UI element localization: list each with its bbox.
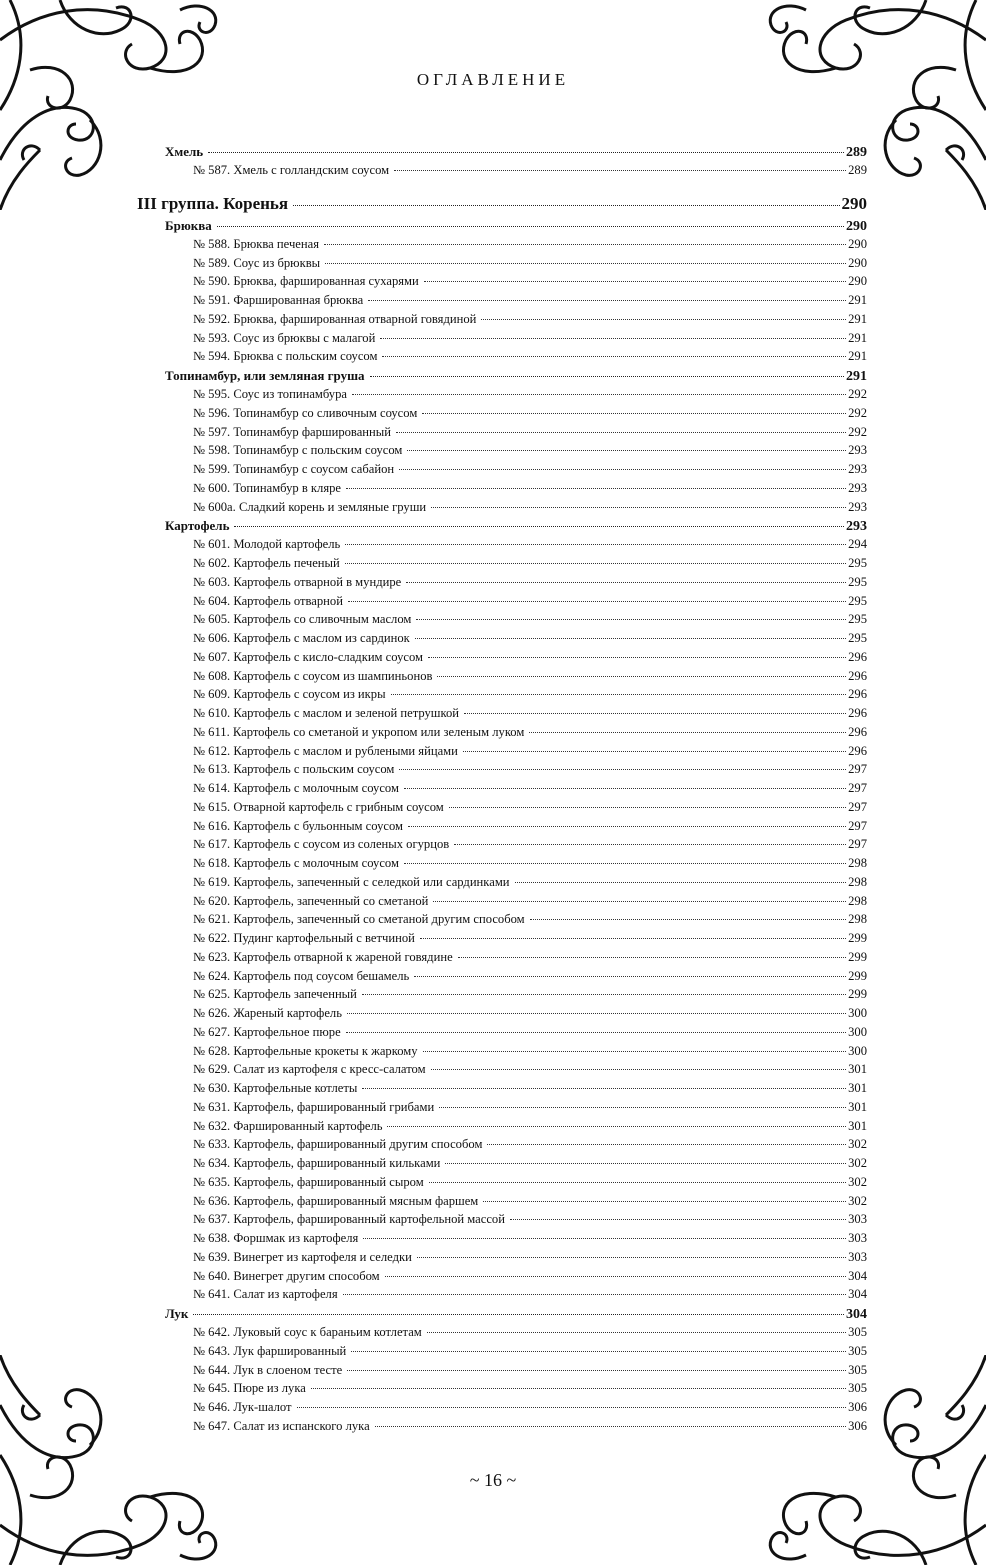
toc-subsection: [137, 142, 867, 161]
toc-entry-page: 291: [848, 293, 867, 307]
toc-entry-page: 300: [848, 1043, 867, 1058]
toc-entry: [137, 967, 867, 986]
dot-leader: [431, 1069, 847, 1070]
toc-entry-title: № 619. Картофель, запеченный с селедкой или сардинками: [193, 874, 510, 889]
toc-entry-title: № 599. Топинамбур с соусом сабайон: [193, 462, 395, 476]
toc-entry: [137, 1098, 867, 1117]
dot-leader: [347, 1370, 846, 1371]
dot-leader: [399, 769, 846, 770]
dot-leader: [445, 1163, 846, 1164]
toc-entry-title: № 600. Топинамбур в кляре: [193, 480, 342, 495]
toc-entry-title: № 631. Картофель, фаршированный грибами: [193, 1099, 435, 1114]
toc-entry-title: № 644. Лук в слоеном тесте: [193, 1362, 343, 1377]
toc-entry-title: № 597. Топинамбур фаршированный: [193, 424, 391, 439]
toc-entry-page: 292: [848, 405, 867, 420]
toc-entry: [137, 592, 867, 611]
toc-entry-page: 295: [848, 556, 867, 570]
toc-entry-page: 295: [848, 612, 867, 627]
dot-leader: [345, 544, 846, 545]
toc-entry-title: Картофель: [165, 518, 230, 534]
toc-entry: [137, 742, 867, 761]
toc-entry: [137, 1173, 867, 1192]
toc-entry-title: № 626. Жареный картофель: [193, 1006, 342, 1020]
toc-entry-page: 303: [848, 1249, 867, 1264]
toc-entry-page: 296: [848, 706, 867, 720]
toc-entry-title: III группа. Коренья: [137, 193, 289, 213]
toc-entry-title: № 636. Картофель, фаршированный мясным фаршем: [193, 1193, 479, 1208]
toc-entry-title: № 623. Картофель отварной к жареной говядине: [193, 949, 453, 964]
dot-leader: [394, 170, 846, 171]
toc-entry: [137, 573, 867, 592]
toc-entry-title: № 601. Молодой картофель: [193, 537, 341, 552]
dot-leader: [348, 601, 846, 602]
toc-entry: [137, 704, 867, 723]
toc-entry-page: 299: [848, 968, 867, 983]
dot-leader: [362, 1088, 846, 1089]
toc-entry-page: 304: [846, 1307, 867, 1322]
dot-leader: [481, 319, 846, 320]
toc-entry: [137, 629, 867, 648]
dot-leader: [433, 901, 846, 902]
toc-entry-title: № 621. Картофель, запеченный со сметаной другим способом: [193, 912, 525, 927]
toc-entry-title: № 624. Картофель под соусом бешамель: [193, 968, 410, 983]
dot-leader: [391, 694, 847, 695]
toc-entry-title: № 633. Картофель, фаршированный другим способом: [193, 1137, 483, 1152]
toc-entry-title: Хмель: [165, 144, 204, 159]
toc-entry: [137, 272, 867, 291]
toc-entry-title: № 618. Картофель с молочным соусом: [193, 856, 399, 870]
toc-entry-page: 291: [848, 330, 867, 345]
toc-entry: [137, 1248, 867, 1267]
dot-leader: [407, 450, 846, 451]
dot-leader: [399, 469, 846, 470]
toc-entry-title: № 607. Картофель с кисло-сладким соусом: [193, 649, 423, 664]
dot-leader: [362, 994, 846, 995]
dot-leader: [416, 619, 846, 620]
toc-entry-page: 295: [848, 631, 867, 645]
toc-entry-title: № 590. Брюква, фаршированная сухарями: [193, 274, 419, 289]
toc-entry: [137, 498, 867, 517]
toc-entry-page: 300: [848, 1024, 867, 1039]
toc-entry-page: 297: [848, 762, 867, 777]
toc-entry-title: № 627. Картофельное пюре: [193, 1024, 341, 1039]
toc-entry-title: Топинамбур, или земляная груша: [165, 368, 365, 383]
toc-entry-title: № 643. Лук фаршированный: [193, 1343, 347, 1358]
toc-entry-title: № 637. Картофель, фаршированный картофельной массой: [193, 1212, 505, 1227]
toc-entry: [137, 873, 867, 892]
toc-entry-page: 301: [848, 1062, 867, 1077]
dot-leader: [415, 638, 846, 639]
dot-leader: [387, 1126, 846, 1127]
toc-entry: [137, 1398, 867, 1417]
toc-entry: [137, 291, 867, 310]
toc-entry-page: 305: [848, 1343, 867, 1358]
toc-entry-page: 290: [848, 274, 867, 289]
toc-entry: [137, 723, 867, 742]
dot-leader: [368, 300, 846, 301]
toc-entry-page: 290: [846, 218, 867, 234]
section-gap: [137, 180, 867, 192]
toc-entry-title: № 638. Форшмак из картофеля: [193, 1231, 359, 1245]
dot-leader: [380, 338, 846, 339]
dot-leader: [510, 1219, 846, 1220]
table-of-contents: [137, 142, 867, 1436]
dot-leader: [352, 394, 846, 395]
toc-entry-page: 293: [848, 499, 867, 514]
toc-entry-title: № 639. Винегрет из картофеля и селедки: [193, 1249, 412, 1264]
toc-entry-page: 296: [848, 649, 867, 664]
toc-entry-page: 289: [846, 145, 867, 160]
toc-entry-title: № 620. Картофель, запеченный со сметаной: [193, 893, 429, 908]
toc-entry: [137, 760, 867, 779]
toc-entry-title: № 605. Картофель со сливочным маслом: [193, 612, 412, 627]
toc-entry: [137, 1004, 867, 1023]
toc-entry: [137, 910, 867, 929]
toc-entry-page: 301: [848, 1118, 867, 1133]
toc-entry: [137, 948, 867, 967]
dot-leader: [343, 1294, 846, 1295]
dot-leader: [423, 1051, 847, 1052]
toc-entry-page: 304: [848, 1268, 867, 1283]
toc-entry-title: № 640. Винегрет другим способом: [193, 1268, 380, 1283]
toc-entry: [137, 1285, 867, 1304]
toc-entry-page: 291: [846, 369, 867, 384]
toc-entry: [137, 817, 867, 836]
toc-entry: [137, 385, 867, 404]
toc-entry: [137, 648, 867, 667]
toc-entry: [137, 610, 867, 629]
toc-entry-title: № 629. Салат из картофеля с кресс-салатом: [193, 1062, 426, 1077]
toc-entry-page: 289: [848, 163, 867, 177]
toc-entry-page: 296: [848, 724, 867, 739]
toc-entry: [137, 441, 867, 460]
toc-entry: [137, 779, 867, 798]
toc-entry: [137, 535, 867, 554]
toc-entry: [137, 1117, 867, 1136]
toc-entry-page: 298: [848, 856, 867, 870]
dot-leader: [417, 1257, 846, 1258]
toc-entry-page: 298: [848, 874, 867, 889]
toc-entry-page: 302: [848, 1137, 867, 1152]
toc-entry-title: № 635. Картофель, фаршированный сыром: [193, 1174, 424, 1189]
dot-leader: [427, 1332, 846, 1333]
toc-entry-title: № 628. Картофельные крокеты к жаркому: [193, 1043, 418, 1058]
toc-entry-title: № 588. Брюква печеная: [193, 236, 319, 251]
dot-leader: [429, 1182, 846, 1183]
toc-entry-page: 295: [848, 593, 867, 608]
toc-entry-title: № 614. Картофель с молочным соусом: [193, 781, 399, 795]
toc-entry-page: 305: [848, 1325, 867, 1339]
toc-entry-page: 305: [848, 1381, 867, 1396]
dot-leader: [385, 1276, 846, 1277]
toc-entry-title: № 609. Картофель с соусом из икры: [193, 687, 386, 702]
toc-entry: [137, 1023, 867, 1042]
toc-entry: [137, 1079, 867, 1098]
toc-entry: [137, 854, 867, 873]
toc-entry-page: 297: [848, 818, 867, 833]
toc-subsection: [137, 216, 867, 235]
toc-entry-page: 301: [848, 1081, 867, 1095]
toc-entry-page: 293: [848, 480, 867, 495]
toc-entry: [137, 1135, 867, 1154]
dot-leader: [424, 281, 846, 282]
toc-entry-title: № 595. Соус из топинамбура: [193, 387, 347, 401]
toc-entry-page: 298: [848, 893, 867, 908]
toc-entry-page: 306: [848, 1418, 867, 1433]
toc-entry-page: 302: [848, 1193, 867, 1208]
toc-subsection: [137, 1304, 867, 1323]
dot-leader: [396, 432, 846, 433]
toc-entry-page: 293: [848, 462, 867, 476]
toc-entry: [137, 423, 867, 442]
toc-entry-page: 296: [848, 687, 867, 702]
toc-entry-title: № 641. Салат из картофеля: [193, 1287, 338, 1302]
toc-entry: [137, 1379, 867, 1398]
toc-entry-page: 304: [848, 1287, 867, 1302]
dot-leader: [370, 376, 844, 377]
dot-leader: [529, 732, 846, 733]
toc-entry-title: № 604. Картофель отварной: [193, 593, 343, 608]
dot-leader: [346, 488, 846, 489]
dot-leader: [487, 1144, 846, 1145]
toc-entry-title: № 610. Картофель с маслом и зеленой петрушкой: [193, 706, 460, 720]
toc-entry: [137, 1210, 867, 1229]
toc-entry-title: № 606. Картофель с маслом из сардинок: [193, 631, 410, 645]
toc-entry: [137, 1417, 867, 1436]
toc-entry: [137, 1060, 867, 1079]
toc-entry-page: 305: [848, 1362, 867, 1377]
dot-leader: [234, 526, 844, 527]
dot-leader: [408, 826, 846, 827]
dot-leader: [422, 413, 846, 414]
toc-entry-title: № 587. Хмель с голландским соусом: [193, 163, 390, 177]
toc-entry-page: 293: [846, 519, 867, 535]
toc-entry-title: № 645. Пюре из лука: [193, 1381, 306, 1396]
dot-leader: [431, 507, 846, 508]
page-number: ~ 16 ~: [469, 1470, 517, 1490]
dot-leader: [325, 263, 846, 264]
dot-leader: [363, 1238, 846, 1239]
toc-entry: [137, 554, 867, 573]
toc-entry: [137, 1323, 867, 1342]
toc-entry-page: 295: [848, 574, 867, 589]
toc-entry-title: № 596. Топинамбур со сливочным соусом: [193, 405, 418, 420]
toc-entry-title: № 598. Топинамбур с польским соусом: [193, 443, 403, 458]
toc-entry-page: 297: [848, 799, 867, 814]
toc-entry: [137, 985, 867, 1004]
toc-entry-page: 293: [848, 443, 867, 458]
toc-entry: [137, 798, 867, 817]
dot-leader: [345, 563, 846, 564]
toc-entry-page: 291: [848, 311, 867, 326]
toc-entry-title: № 625. Картофель запеченный: [193, 987, 357, 1002]
dot-leader: [375, 1426, 846, 1427]
dot-leader: [217, 226, 844, 227]
toc-entry: [137, 1342, 867, 1361]
dot-leader: [420, 938, 846, 939]
dot-leader: [428, 657, 846, 658]
toc-entry-page: 306: [848, 1400, 867, 1414]
toc-entry-title: № 594. Брюква с польским соусом: [193, 349, 378, 364]
toc-entry-title: № 613. Картофель с польским соусом: [193, 762, 395, 777]
toc-subsection: [137, 516, 867, 535]
dot-leader: [449, 807, 846, 808]
toc-entry-title: № 612. Картофель с маслом и рублеными яйцами: [193, 743, 458, 758]
dot-leader: [437, 676, 846, 677]
toc-entry-page: 297: [848, 781, 867, 795]
toc-entry: [137, 667, 867, 686]
toc-entry-title: № 617. Картофель с соусом из соленых огурцов: [193, 837, 450, 852]
toc-entry-page: 297: [848, 837, 867, 852]
dot-leader: [404, 863, 846, 864]
toc-entry-page: 290: [841, 193, 867, 213]
toc-entry-page: 299: [848, 949, 867, 964]
dot-leader: [293, 205, 839, 206]
toc-entry-title: № 647. Салат из испанского лука: [193, 1418, 370, 1433]
toc-entry: [137, 460, 867, 479]
dot-leader: [464, 713, 846, 714]
toc-entry: [137, 479, 867, 498]
toc-entry-title: № 630. Картофельные котлеты: [193, 1081, 358, 1095]
toc-entry-title: № 603. Картофель отварной в мундире: [193, 574, 402, 589]
toc-entry-title: № 592. Брюква, фаршированная отварной говядиной: [193, 311, 477, 326]
dot-leader: [324, 244, 846, 245]
toc-entry-title: № 602. Картофель печеный: [193, 556, 340, 570]
toc-entry-title: № 608. Картофель с соусом из шампиньонов: [193, 668, 433, 683]
toc-entry: [137, 892, 867, 911]
toc-entry: [137, 254, 867, 273]
dot-leader: [515, 882, 847, 883]
toc-entry: [137, 1267, 867, 1286]
toc-entry-page: 292: [848, 387, 867, 401]
toc-entry: [137, 329, 867, 348]
toc-entry-page: 299: [848, 987, 867, 1002]
toc-group: [137, 192, 867, 216]
dot-leader: [414, 976, 846, 977]
toc-entry-page: 291: [848, 349, 867, 364]
dot-leader: [463, 751, 846, 752]
toc-entry: [137, 929, 867, 948]
toc-entry-title: № 593. Соус из брюквы с малагой: [193, 330, 376, 345]
toc-entry-title: № 642. Луковый соус к бараньим котлетам: [193, 1325, 422, 1339]
toc-entry: [137, 404, 867, 423]
toc-entry-title: № 646. Лук-шалот: [193, 1400, 292, 1414]
toc-entry-page: 290: [848, 236, 867, 251]
toc-entry-page: 298: [848, 912, 867, 927]
dot-leader: [351, 1351, 846, 1352]
toc-entry-page: 303: [848, 1231, 867, 1245]
toc-entry: [137, 310, 867, 329]
toc-entry: [137, 1361, 867, 1380]
dot-leader: [404, 788, 846, 789]
toc-entry-title: № 632. Фаршированный картофель: [193, 1118, 383, 1133]
dot-leader: [347, 1013, 846, 1014]
toc-entry-title: № 615. Отварной картофель с грибным соусом: [193, 799, 444, 814]
toc-entry-title: № 611. Картофель со сметаной и укропом или зеленым луком: [193, 724, 525, 739]
dot-leader: [406, 582, 846, 583]
dot-leader: [458, 957, 846, 958]
dot-leader: [193, 1314, 844, 1315]
toc-subsection: [137, 366, 867, 385]
toc-entry-page: 290: [848, 255, 867, 270]
toc-entry: [137, 347, 867, 366]
toc-entry: [137, 835, 867, 854]
toc-entry: [137, 1192, 867, 1211]
dot-leader: [346, 1032, 846, 1033]
toc-entry-page: 300: [848, 1006, 867, 1020]
running-title: ОГЛАВЛЕНИЕ: [416, 70, 570, 89]
toc-entry-page: 292: [848, 424, 867, 439]
dot-leader: [208, 152, 844, 153]
toc-entry-page: 301: [848, 1099, 867, 1114]
toc-entry-page: 302: [848, 1156, 867, 1170]
toc-entry-title: № 622. Пудинг картофельный с ветчиной: [193, 931, 415, 945]
toc-entry-page: 294: [848, 537, 867, 552]
toc-entry-page: 296: [848, 668, 867, 683]
toc-entry-page: 296: [848, 743, 867, 758]
dot-leader: [454, 844, 846, 845]
toc-entry-page: 302: [848, 1174, 867, 1189]
toc-entry: [137, 235, 867, 254]
toc-entry-title: № 616. Картофель с бульонным соусом: [193, 818, 403, 833]
toc-entry-title: Лук: [165, 1306, 189, 1321]
dot-leader: [439, 1107, 846, 1108]
toc-entry: [137, 1042, 867, 1061]
toc-entry-page: 299: [848, 931, 867, 945]
toc-entry-title: Брюква: [165, 217, 212, 233]
dot-leader: [530, 919, 846, 920]
toc-entry-title: № 591. Фаршированная брюква: [193, 293, 364, 307]
dot-leader: [297, 1407, 847, 1408]
toc-entry-title: № 634. Картофель, фаршированный кильками: [193, 1156, 441, 1170]
toc-entry-title: № 589. Соус из брюквы: [193, 255, 321, 270]
dot-leader: [311, 1388, 846, 1389]
toc-entry: [137, 161, 867, 180]
dot-leader: [483, 1201, 846, 1202]
toc-entry: [137, 1154, 867, 1173]
toc-entry-page: 303: [848, 1212, 867, 1227]
dot-leader: [382, 356, 846, 357]
toc-entry: [137, 685, 867, 704]
toc-entry: [137, 1229, 867, 1248]
toc-entry-title: № 600а. Сладкий корень и земляные груши: [193, 499, 427, 514]
